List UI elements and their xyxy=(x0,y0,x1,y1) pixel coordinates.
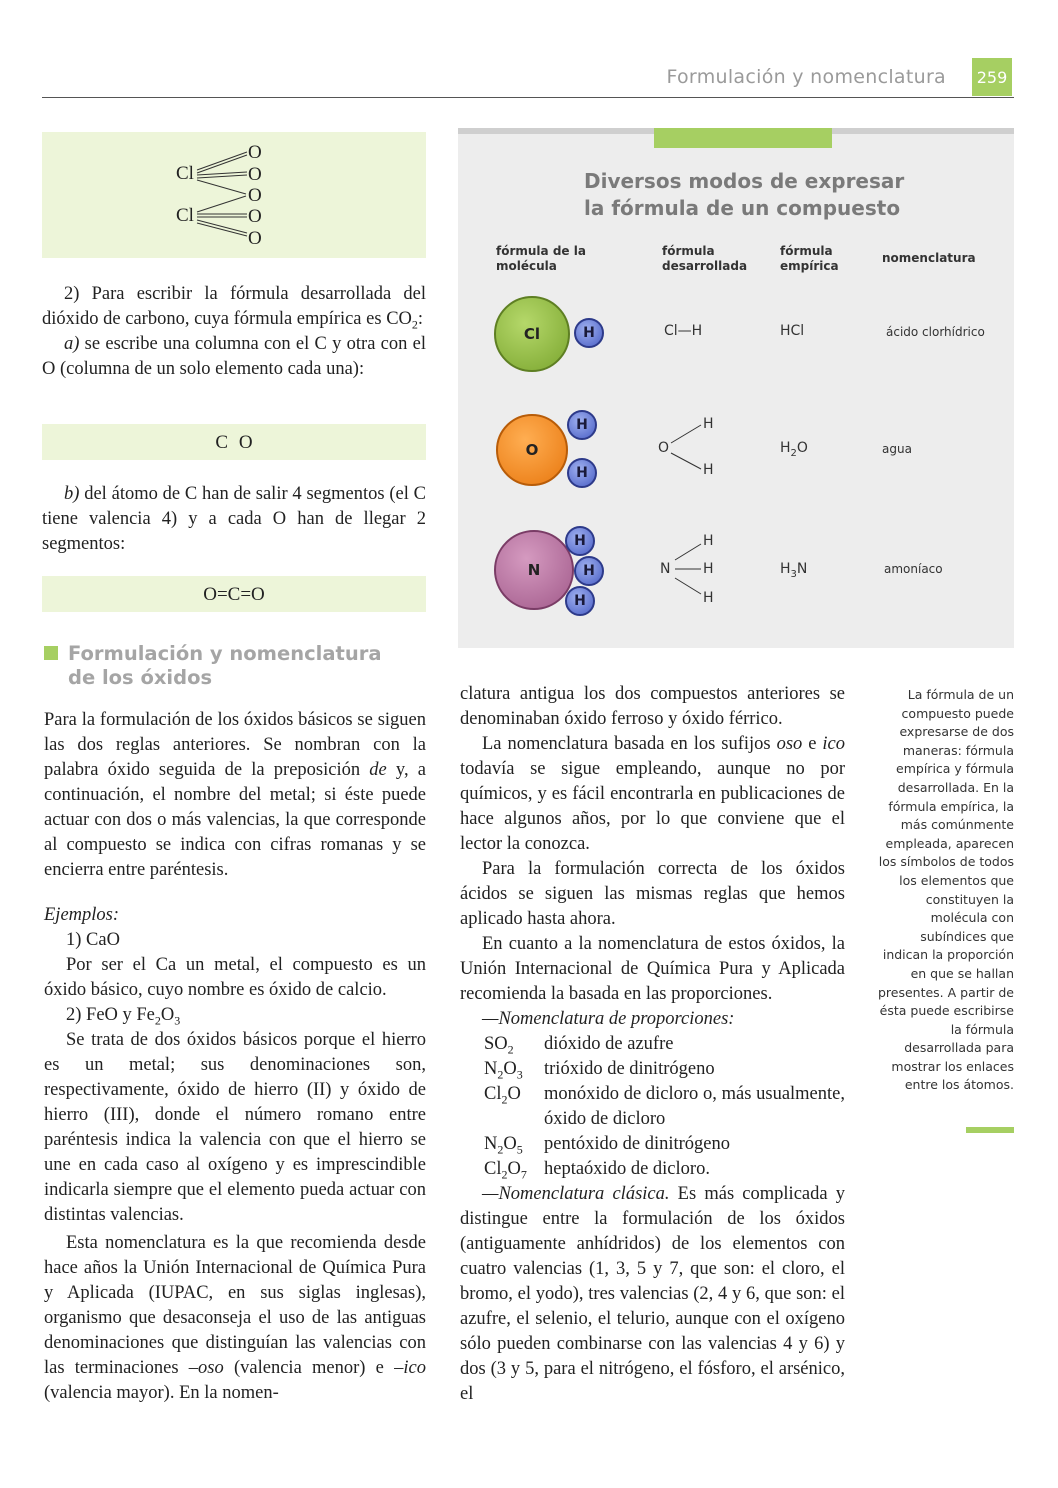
iupac-text-cont: (valencia menor) e xyxy=(223,1358,395,1378)
list-formula xyxy=(484,1057,544,1082)
proportions-label: —Nomenclatura de proporciones: xyxy=(482,1009,735,1029)
hydrogen-atom: H xyxy=(567,410,597,440)
example-2-formula: 2) FeO y Fe xyxy=(66,1005,155,1025)
formula-part: N xyxy=(484,1134,498,1154)
example-1-text: Por ser el Ca un metal, el compuesto es un óxido básico, cuyo nombre es óxido de calcio. xyxy=(44,955,426,1000)
proportions-paragraph: En cuanto a la nomenclatura de estos óxidos, la Unión Internacional de Química Pura y Aplicada recomienda la basada en las proporciones. xyxy=(460,934,845,1004)
developed-h-lower: H xyxy=(703,462,714,478)
developed-formula-hcl: Cl—H xyxy=(664,323,703,339)
list-item xyxy=(460,1157,845,1182)
atom-label-cl: Cl xyxy=(176,163,194,184)
hydrogen-atom: H xyxy=(574,556,604,586)
hydrogen-atom: H xyxy=(567,458,597,488)
list-item xyxy=(460,1132,845,1157)
subscript: 3 xyxy=(174,1013,181,1028)
list-name: monóxido de dicloro o, más usualmente, óxido de dicloro xyxy=(544,1084,845,1129)
col-header-developed: fórmula desarrollada xyxy=(662,244,748,273)
developed-o: O xyxy=(658,440,670,456)
margin-note-bar xyxy=(966,1127,1014,1133)
subscript: 2 xyxy=(501,1167,508,1182)
proportions-heading xyxy=(460,1007,845,1032)
left-column-body xyxy=(44,708,426,1406)
section-title-line1: Formulación y nomenclatura xyxy=(68,642,382,665)
atom-label-o: O xyxy=(248,142,262,163)
panel-title-line1: Diversos modos de expresar xyxy=(584,169,905,193)
hydrogen-atom: H xyxy=(565,526,595,556)
intro-paragraph xyxy=(44,708,426,883)
suffix-text: La nomenclatura basada en los sufijos xyxy=(482,734,777,754)
iupac-paragraph xyxy=(44,1231,426,1406)
co2-subscript: 2 xyxy=(411,317,418,332)
list-item xyxy=(460,1032,845,1057)
subscript: 2 xyxy=(154,1013,161,1028)
classic-text: Es más complicada y distingue entre la formulación de los óxidos (antiguamente anhídridos) de los elementos con cuatro valencias (1, 3, 5 y 7, que son: el cloro, el bromo, el yodo), tres valencias (2, 4 y 6, que son: el azufre, el selenio, el telurio, aunque con el oxígeno sólo pueden combinarse con las valencias 4 y 6) y dos (3 y 5, para el nitrógeno, el fósforo, el arsénico, el xyxy=(460,1184,845,1404)
subscript: 2 xyxy=(497,1142,504,1157)
developed-h-bottom: H xyxy=(703,590,714,606)
subscript: 3 xyxy=(790,568,797,580)
empirical-formula-ammonia xyxy=(780,561,808,580)
subscript: 3 xyxy=(516,1067,523,1082)
margin-note: La fórmula de un compuesto puede expresarse de dos maneras: fórmula empírica y fórmula desarrollada. En la fórmula empírica, la más comúnmente empleada, aparecen los símbolos de todos los elementos que constituyen la molécula con subíndices que indican la proporción en que se hallan presentes. A partir de ésta puede escribirse la fórmula desarrollada para mostrar los enlaces entre los átomos. xyxy=(877,687,1014,1093)
empirical-formula-hcl: HCl xyxy=(780,323,805,339)
formula-part: O xyxy=(503,1059,517,1079)
chlorine-atom: Cl xyxy=(494,296,570,372)
developed-h-upper: H xyxy=(703,416,714,432)
empirical-h: H xyxy=(780,440,791,456)
subscript: 5 xyxy=(516,1142,523,1157)
example-2-formula-o: O xyxy=(160,1005,175,1025)
list-formula xyxy=(484,1032,544,1057)
suffix-text-e: e xyxy=(802,734,823,754)
list-formula xyxy=(484,1132,544,1157)
list-name: pentóxido de dinitrógeno xyxy=(544,1134,730,1154)
list-formula xyxy=(484,1082,544,1132)
italic-oso: –oso xyxy=(188,1358,224,1378)
panel-title-line2: la fórmula de un compuesto xyxy=(584,196,901,220)
empirical-h: H xyxy=(780,561,791,577)
developed-n: N xyxy=(660,561,671,577)
italic-ico: –ico xyxy=(394,1358,426,1378)
name-ammonia: amoníaco xyxy=(884,562,943,576)
co-formula: C O xyxy=(215,432,253,453)
iupac-text-end: (valencia mayor). En la nomen- xyxy=(44,1383,279,1403)
item-a-letter: a) xyxy=(64,334,80,354)
item-b-letter: b) xyxy=(64,484,80,504)
item-b-text: del átomo de C han de salir 4 segmentos (el C tiene valencia 4) y a cada O han de llegar 2 segmentos: xyxy=(42,484,426,554)
dichlorine-oxide-structure xyxy=(42,132,426,258)
formula-part: Cl xyxy=(484,1159,502,1179)
nitrogen-atom: N xyxy=(494,530,574,610)
italic-de: de xyxy=(369,760,387,780)
intro-text: Para la formulación de los óxidos básicos se siguen las dos reglas anteriores. Se nombran con la palabra óxido seguida de la preposición xyxy=(44,710,426,780)
list-name: dióxido de azufre xyxy=(544,1034,674,1054)
header-rule xyxy=(42,97,1014,98)
suffix-text-cont: todavía se sigue empleando, aunque no por químicos, y es fácil encontrarla en publicaciones de hace algunos años, por lo que conviene que el lector la conozca. xyxy=(460,759,845,854)
formula-part: N xyxy=(484,1059,498,1079)
step2-b-paragraph xyxy=(42,482,426,557)
developed-h-mid: H xyxy=(703,561,714,577)
right-column-body xyxy=(460,682,845,1407)
oxygen-atom: O xyxy=(496,414,568,486)
atom-label-o: O xyxy=(248,164,262,185)
formula-part: O xyxy=(507,1159,521,1179)
italic-oso: oso xyxy=(776,734,803,754)
section-title-line2: de los óxidos xyxy=(68,666,213,689)
empirical-formula-water xyxy=(780,440,808,459)
atom-label-o: O xyxy=(248,185,262,206)
page-number: 259 xyxy=(972,58,1012,96)
atom-label-cl: Cl xyxy=(176,205,194,226)
list-item xyxy=(460,1082,845,1132)
step2-text: 2) Para escribir la fórmula desarrollada del dióxido de carbono, cuya fórmula empírica es xyxy=(42,284,426,329)
empirical-o: O xyxy=(796,440,808,456)
subscript: 2 xyxy=(497,1067,504,1082)
panel-tab xyxy=(654,128,832,148)
subscript: 2 xyxy=(790,447,797,459)
hydrogen-atom: H xyxy=(574,318,604,348)
oco-formula: O=C=O xyxy=(203,584,265,605)
hydrogen-atom: H xyxy=(565,586,595,616)
formula-part: O xyxy=(503,1134,517,1154)
continued-paragraph: clatura antigua los dos compuestos anteriores se denominaban óxido ferroso y óxido férrico. xyxy=(460,684,845,729)
formula-part: O xyxy=(507,1084,521,1104)
step2-paragraph xyxy=(42,282,426,332)
classic-paragraph xyxy=(460,1182,845,1407)
example-2-text: Se trata de dos óxidos básicos porque el hierro es un metal; sus denominaciones son, respectivamente, óxido de hierro (II) y óxido de hierro (III), donde el número romano entre paréntesis indica la valencia con que el hierro se une en cada caso al oxígeno y es imprescindible indicarla siempre que el elemento pueda actuar con distintas valencias. xyxy=(44,1030,426,1225)
col-header-empirical: fórmula empírica xyxy=(780,244,839,273)
example-1: 1) CaO xyxy=(66,930,120,950)
classic-label: —Nomenclatura clásica. xyxy=(482,1184,670,1204)
list-formula xyxy=(484,1157,544,1182)
italic-ico: ico xyxy=(822,734,845,754)
examples-label: Ejemplos: xyxy=(44,905,120,925)
list-name: trióxido de dinitrógeno xyxy=(544,1059,715,1079)
running-header: Formulación y nomenclatura xyxy=(666,66,946,88)
list-name: heptaóxido de dicloro. xyxy=(544,1159,710,1179)
formula-part: Cl xyxy=(484,1084,502,1104)
name-water: agua xyxy=(882,442,912,456)
col-header-nomenclature: nomenclatura xyxy=(882,251,976,265)
step2-a-paragraph xyxy=(42,332,426,382)
list-item xyxy=(460,1057,845,1082)
oxide-list xyxy=(460,1032,845,1182)
example-2 xyxy=(44,1003,426,1028)
intro-text-cont: y, a continuación, el nombre del metal; si éste puede actuar con dos o más valencias, la que corresponde al compuesto se indica con cifras romanas y se encierra entre paréntesis. xyxy=(44,760,426,880)
atom-label-o: O xyxy=(248,228,262,249)
step2-block xyxy=(42,282,426,382)
subscript: 2 xyxy=(501,1092,508,1107)
colon: : xyxy=(417,309,424,329)
step2-b-block xyxy=(42,482,426,557)
empirical-n: N xyxy=(796,561,808,577)
atom-label-o: O xyxy=(248,206,262,227)
subscript: 7 xyxy=(520,1167,527,1182)
item-a-text: se escribe una columna con el C y otra con el O (columna de un solo elemento cada una): xyxy=(42,334,426,379)
panel-title xyxy=(584,168,904,222)
formula-part: SO xyxy=(484,1034,508,1054)
co2-formula: CO xyxy=(386,309,412,329)
acid-oxides-paragraph: Para la formulación correcta de los óxidos ácidos se siguen las mismas reglas que hemos aplicado hasta ahora. xyxy=(460,859,845,929)
subscript: 2 xyxy=(507,1042,514,1057)
examples-heading xyxy=(44,903,426,928)
name-hcl: ácido clorhídrico xyxy=(886,325,985,339)
iupac-text: Esta nomenclatura es la que recomienda desde hace años la Unión Internacional de Química Pura y Aplicada (IUPAC, en sus siglas inglesas), organismo que desaconseja el uso de las antiguas denominaciones que distinguían las valencias con las terminaciones xyxy=(44,1233,426,1378)
developed-h-top: H xyxy=(703,533,714,549)
col-header-molecule: fórmula de la molécula xyxy=(496,244,586,273)
suffix-paragraph xyxy=(460,732,845,857)
section-title xyxy=(44,642,382,690)
